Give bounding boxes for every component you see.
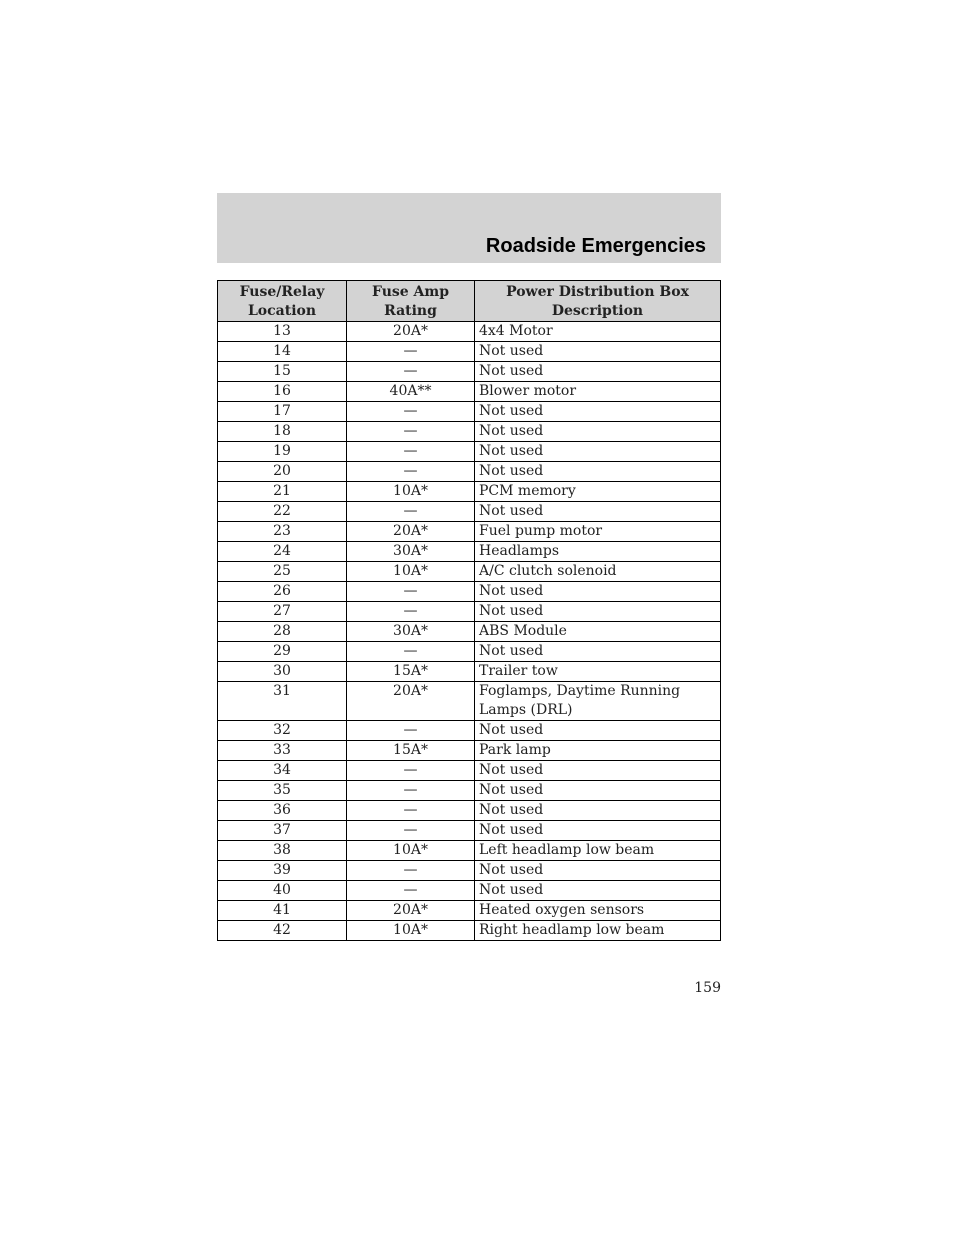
fuse-description-cell: Left headlamp low beam xyxy=(475,841,721,861)
fuse-description-cell: Not used xyxy=(475,462,721,482)
table-row xyxy=(218,402,721,422)
fuse-rating-cell: — xyxy=(347,362,475,382)
fuse-description-cell: Fuel pump motor xyxy=(475,522,721,542)
table-header-row xyxy=(218,281,721,322)
fuse-location-cell: 37 xyxy=(218,821,347,841)
table-row xyxy=(218,642,721,662)
column-header-line: Power Distribution Box xyxy=(506,284,689,300)
fuse-rating-cell: — xyxy=(347,642,475,662)
fuse-description-cell: Not used xyxy=(475,801,721,821)
fuse-description-cell: Not used xyxy=(475,582,721,602)
column-header-location xyxy=(218,281,347,322)
table-row xyxy=(218,721,721,741)
fuse-table xyxy=(217,280,721,941)
fuse-description-cell: ABS Module xyxy=(475,622,721,642)
fuse-location-cell: 35 xyxy=(218,781,347,801)
fuse-location-cell: 29 xyxy=(218,642,347,662)
fuse-rating-cell: 30A* xyxy=(347,622,475,642)
fuse-location-cell: 25 xyxy=(218,562,347,582)
table-row xyxy=(218,342,721,362)
fuse-description-cell: Trailer tow xyxy=(475,662,721,682)
table-row xyxy=(218,382,721,402)
table-body xyxy=(218,322,721,941)
fuse-description-cell: Not used xyxy=(475,761,721,781)
table-row xyxy=(218,921,721,941)
fuse-location-cell: 33 xyxy=(218,741,347,761)
fuse-location-cell: 36 xyxy=(218,801,347,821)
table-row xyxy=(218,602,721,622)
fuse-location-cell: 28 xyxy=(218,622,347,642)
fuse-location-cell: 42 xyxy=(218,921,347,941)
fuse-rating-cell: 10A* xyxy=(347,921,475,941)
fuse-description-cell: Heated oxygen sensors xyxy=(475,901,721,921)
fuse-location-cell: 15 xyxy=(218,362,347,382)
fuse-rating-cell: — xyxy=(347,402,475,422)
fuse-description-cell: Not used xyxy=(475,861,721,881)
fuse-location-cell: 20 xyxy=(218,462,347,482)
fuse-location-cell: 38 xyxy=(218,841,347,861)
table-row xyxy=(218,622,721,642)
fuse-rating-cell: 40A** xyxy=(347,382,475,402)
fuse-rating-cell: — xyxy=(347,721,475,741)
fuse-description-cell: PCM memory xyxy=(475,482,721,502)
fuse-location-cell: 13 xyxy=(218,322,347,342)
fuse-description-cell: Headlamps xyxy=(475,542,721,562)
fuse-description-cell: Not used xyxy=(475,502,721,522)
table-row xyxy=(218,362,721,382)
table-row xyxy=(218,841,721,861)
fuse-description-cell: Not used xyxy=(475,422,721,442)
fuse-location-cell: 32 xyxy=(218,721,347,741)
fuse-rating-cell: 10A* xyxy=(347,562,475,582)
table-row xyxy=(218,662,721,682)
column-header-line: Rating xyxy=(384,303,437,319)
fuse-location-cell: 31 xyxy=(218,682,347,721)
fuse-rating-cell: 10A* xyxy=(347,482,475,502)
table-row xyxy=(218,821,721,841)
fuse-rating-cell: — xyxy=(347,582,475,602)
fuse-location-cell: 21 xyxy=(218,482,347,502)
fuse-rating-cell: — xyxy=(347,462,475,482)
fuse-rating-cell: — xyxy=(347,881,475,901)
table-row xyxy=(218,741,721,761)
page-number: 159 xyxy=(694,980,721,996)
fuse-description-cell: Foglamps, Daytime Running Lamps (DRL) xyxy=(475,682,721,721)
fuse-description-cell: Right headlamp low beam xyxy=(475,921,721,941)
fuse-description-cell: Not used xyxy=(475,342,721,362)
table-row xyxy=(218,562,721,582)
table-row xyxy=(218,881,721,901)
fuse-location-cell: 24 xyxy=(218,542,347,562)
fuse-description-cell: Not used xyxy=(475,362,721,382)
fuse-description-cell: A/C clutch solenoid xyxy=(475,562,721,582)
fuse-location-cell: 39 xyxy=(218,861,347,881)
fuse-rating-cell: 20A* xyxy=(347,522,475,542)
table-row xyxy=(218,901,721,921)
fuse-location-cell: 26 xyxy=(218,582,347,602)
fuse-rating-cell: 15A* xyxy=(347,662,475,682)
fuse-description-cell: Blower motor xyxy=(475,382,721,402)
table-row xyxy=(218,422,721,442)
column-header-line: Description xyxy=(551,303,644,319)
fuse-location-cell: 23 xyxy=(218,522,347,542)
table-row xyxy=(218,801,721,821)
table-row xyxy=(218,861,721,881)
fuse-description-cell: Not used xyxy=(475,781,721,801)
table-row xyxy=(218,462,721,482)
fuse-location-cell: 19 xyxy=(218,442,347,462)
fuse-rating-cell: — xyxy=(347,861,475,881)
fuse-location-cell: 22 xyxy=(218,502,347,522)
table-row xyxy=(218,761,721,781)
fuse-location-cell: 34 xyxy=(218,761,347,781)
fuse-location-cell: 41 xyxy=(218,901,347,921)
fuse-rating-cell: 20A* xyxy=(347,682,475,721)
fuse-description-cell: Not used xyxy=(475,402,721,422)
table-row xyxy=(218,781,721,801)
fuse-location-cell: 18 xyxy=(218,422,347,442)
fuse-rating-cell: — xyxy=(347,761,475,781)
fuse-location-cell: 40 xyxy=(218,881,347,901)
table-row xyxy=(218,582,721,602)
fuse-description-cell: Not used xyxy=(475,721,721,741)
table-row xyxy=(218,502,721,522)
fuse-location-cell: 30 xyxy=(218,662,347,682)
section-header-band xyxy=(217,193,721,263)
fuse-rating-cell: — xyxy=(347,442,475,462)
column-header-line: Fuse Amp xyxy=(372,284,449,300)
column-header-description xyxy=(475,281,721,322)
fuse-rating-cell: — xyxy=(347,422,475,442)
fuse-rating-cell: — xyxy=(347,821,475,841)
table-row xyxy=(218,322,721,342)
column-header-line: Location xyxy=(247,303,317,319)
table-row xyxy=(218,682,721,721)
column-header-line: Fuse/Relay xyxy=(239,284,325,300)
section-title: Roadside Emergencies xyxy=(485,235,706,257)
fuse-description-cell: Not used xyxy=(475,881,721,901)
fuse-description-cell: 4x4 Motor xyxy=(475,322,721,342)
fuse-rating-cell: 30A* xyxy=(347,542,475,562)
fuse-rating-cell: 20A* xyxy=(347,901,475,921)
fuse-location-cell: 27 xyxy=(218,602,347,622)
table-row xyxy=(218,442,721,462)
fuse-rating-cell: — xyxy=(347,342,475,362)
fuse-rating-cell: 20A* xyxy=(347,322,475,342)
fuse-rating-cell: — xyxy=(347,602,475,622)
fuse-location-cell: 17 xyxy=(218,402,347,422)
fuse-rating-cell: — xyxy=(347,801,475,821)
fuse-location-cell: 14 xyxy=(218,342,347,362)
fuse-rating-cell: 15A* xyxy=(347,741,475,761)
table-row xyxy=(218,522,721,542)
fuse-description-cell: Not used xyxy=(475,602,721,622)
fuse-rating-cell: — xyxy=(347,502,475,522)
fuse-description-cell: Not used xyxy=(475,642,721,662)
fuse-description-cell: Not used xyxy=(475,821,721,841)
column-header-rating xyxy=(347,281,475,322)
fuse-rating-cell: — xyxy=(347,781,475,801)
fuse-location-cell: 16 xyxy=(218,382,347,402)
fuse-description-cell: Park lamp xyxy=(475,741,721,761)
table-row xyxy=(218,482,721,502)
table-row xyxy=(218,542,721,562)
fuse-rating-cell: 10A* xyxy=(347,841,475,861)
fuse-description-cell: Not used xyxy=(475,442,721,462)
